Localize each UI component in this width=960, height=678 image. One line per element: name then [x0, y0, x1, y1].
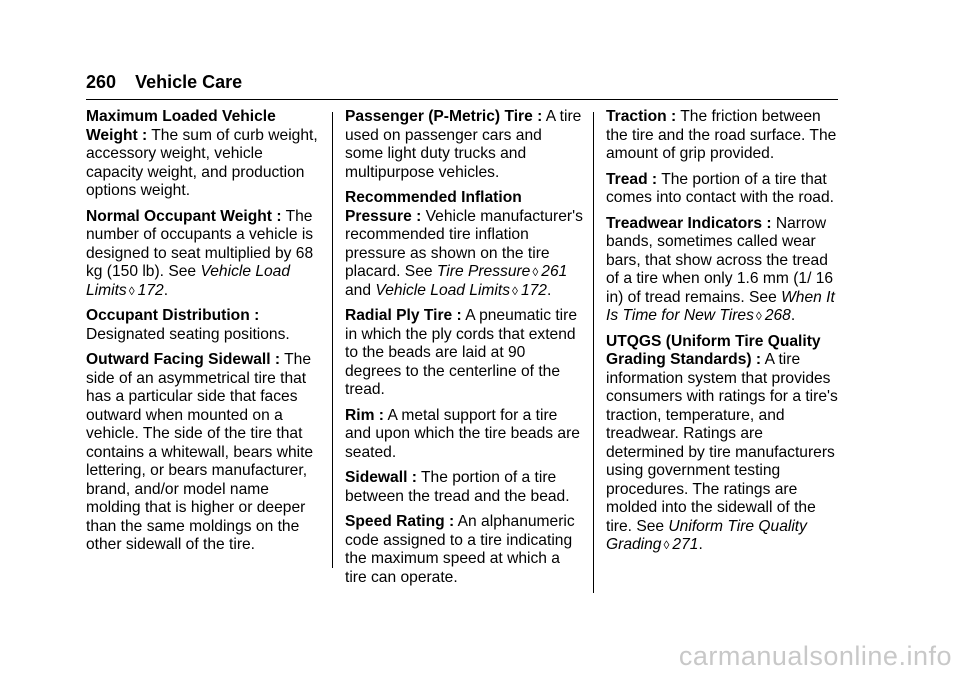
definition-normal-occupant-weight: Normal Occupant Weight : The number of occupants a vehicle is designed to seat multiplied by 68 kg (150 lb). See Vehicle Load Limits ◊ 172.	[86, 207, 314, 299]
column-3	[606, 108, 842, 562]
definition-text: The portion of a tire between the tread and the bead.	[345, 469, 570, 505]
definition-text: An alphanumeric code assigned to a tire indicating the maximum speed at which a tire can operate.	[345, 513, 575, 586]
definition-speed-rating	[345, 513, 583, 587]
term: Speed Rating :	[345, 513, 455, 530]
term: Treadwear Indicators :	[606, 214, 772, 232]
page-reference[interactable]: 172	[520, 281, 547, 299]
term: Outward Facing Sidewall :	[86, 351, 281, 368]
page-reference-icon: ◊	[512, 283, 518, 298]
definition-sidewall	[345, 469, 583, 506]
definition-text: The sum of curb weight, accessory weight, vehicle capacity weight, and production options weight.	[86, 126, 318, 199]
definition-treadwear-indicators: Treadwear Indicators : Narrow bands, sometimes called wear bars, that show across the tread of a tire when only 1.6 mm (1/ 16 in) of tread remains. See When It Is Time for New Tires ◊ 268.	[606, 214, 835, 324]
page-reference[interactable]: 172	[137, 281, 164, 299]
definition-outward-facing-sidewall	[86, 351, 324, 555]
column-2	[345, 108, 583, 594]
page-reference-icon: ◊	[532, 265, 539, 279]
term: Rim :	[345, 406, 384, 424]
definition-utqgs: UTQGS (Uniform Tire Quality Grading Standards) : A tire information system that provides consumers with ratings for a tire's traction, temperature, and treadwear. Ratings are determined by tire manufacturers using government testing procedures. The ratings are molded into the sidewall of the tire. See Uniform Tire Quality Grading ◊ 271.	[606, 332, 838, 553]
definition-text: A metal support for a tire and upon which the tire beads are seated.	[345, 406, 580, 461]
cross-reference-link[interactable]: Uniform Tire Quality Grading	[606, 517, 807, 553]
term: Traction :	[606, 108, 677, 125]
page-reference[interactable]: 271	[672, 536, 699, 553]
definition-radial-ply-tire	[345, 307, 583, 400]
page-reference-icon: ◊	[128, 283, 135, 298]
page-reference[interactable]: 261	[541, 263, 568, 280]
definition-text: A pneumatic tire in which the ply cords that extend to the beads are laid at 90 degrees to the centerline of the tread.	[345, 307, 578, 398]
term: Sidewall :	[345, 469, 417, 486]
cross-reference-link[interactable]: When It Is Time for New Tires	[606, 288, 835, 324]
term: Maximum Loaded Vehicle Weight :	[86, 108, 276, 144]
column-divider-2	[593, 112, 594, 593]
definition-text: A tire used on passenger cars and some light duty trucks and multipurpose vehicles.	[345, 108, 582, 181]
term: Tread :	[606, 170, 658, 188]
definition-traction	[606, 108, 842, 164]
term: UTQGS (Uniform Tire Quality Grading Standards) :	[606, 332, 821, 368]
cross-reference-link[interactable]: Tire Pressure	[436, 263, 531, 280]
header-rule	[86, 99, 838, 100]
term: Normal Occupant Weight :	[86, 207, 282, 225]
watermark: carmanualsonline.info	[678, 641, 952, 671]
definition-rim	[345, 407, 583, 463]
definition-text: The friction between the tire and the road surface. The amount of grip provided.	[606, 108, 837, 162]
definition-text: The side of an asymmetrical tire that has a particular side that faces outward when mounted on a vehicle. The side of the tire that contains a whitewall, bears white lettering, or bears manufacturer, brand, and/or model name molding that is higher or deeper than the same moldings on the other sidewall of the tire.	[86, 351, 314, 553]
column-divider-1	[332, 112, 333, 568]
definition-text: Narrow bands, sometimes called wear bars, that show across the tread of a tire when only 1.6 mm (1/ 16 in) of tread remains. See	[606, 214, 834, 306]
term: Radial Ply Tire :	[345, 307, 462, 324]
definition-text: Vehicle manufacturer's recommended tire inflation pressure as shown on the tire placard. See	[345, 207, 583, 280]
definition-maximum-loaded-vehicle-weight	[86, 108, 324, 201]
definition-tread	[606, 171, 842, 208]
definition-text: The number of occupants a vehicle is designed to seat multiplied by 68 kg (150 lb). See	[86, 207, 314, 280]
column-1	[86, 108, 324, 562]
cross-reference-link[interactable]: Vehicle Load Limits	[86, 263, 291, 299]
page-reference-icon: ◊	[755, 309, 762, 323]
term: Passenger (P-Metric) Tire :	[345, 108, 543, 125]
term: Recommended Inflation Pressure :	[345, 189, 522, 225]
definition-passenger-tire	[345, 108, 583, 182]
cross-reference-link[interactable]: Vehicle Load Limits	[375, 281, 511, 299]
term: Occupant Distribution :	[86, 307, 260, 324]
page-reference[interactable]: 268	[764, 307, 791, 324]
definition-text: A tire information system that provides consumers with ratings for a tire's traction, temperature, and treadwear. Ratings are determined by tire manufacturers using government testing procedures. The ratings are molded into the sidewall of the tire. See	[606, 351, 838, 535]
definition-occupant-distribution	[86, 307, 324, 344]
definition-text: Designated seating positions.	[86, 325, 290, 343]
page-number: 260	[86, 72, 117, 92]
page-reference-icon: ◊	[663, 538, 670, 552]
definition-text: The portion of a tire that comes into contact with the road.	[606, 170, 834, 206]
page-header	[86, 72, 242, 93]
definition-recommended-inflation-pressure: Recommended Inflation Pressure : Vehicle manufacturer's recommended tire inflation pressure as shown on the tire placard. See Tire Pressure ◊ 261 and Vehicle Load Limits ◊ 172.	[345, 189, 583, 299]
section-title: Vehicle Care	[135, 72, 243, 92]
